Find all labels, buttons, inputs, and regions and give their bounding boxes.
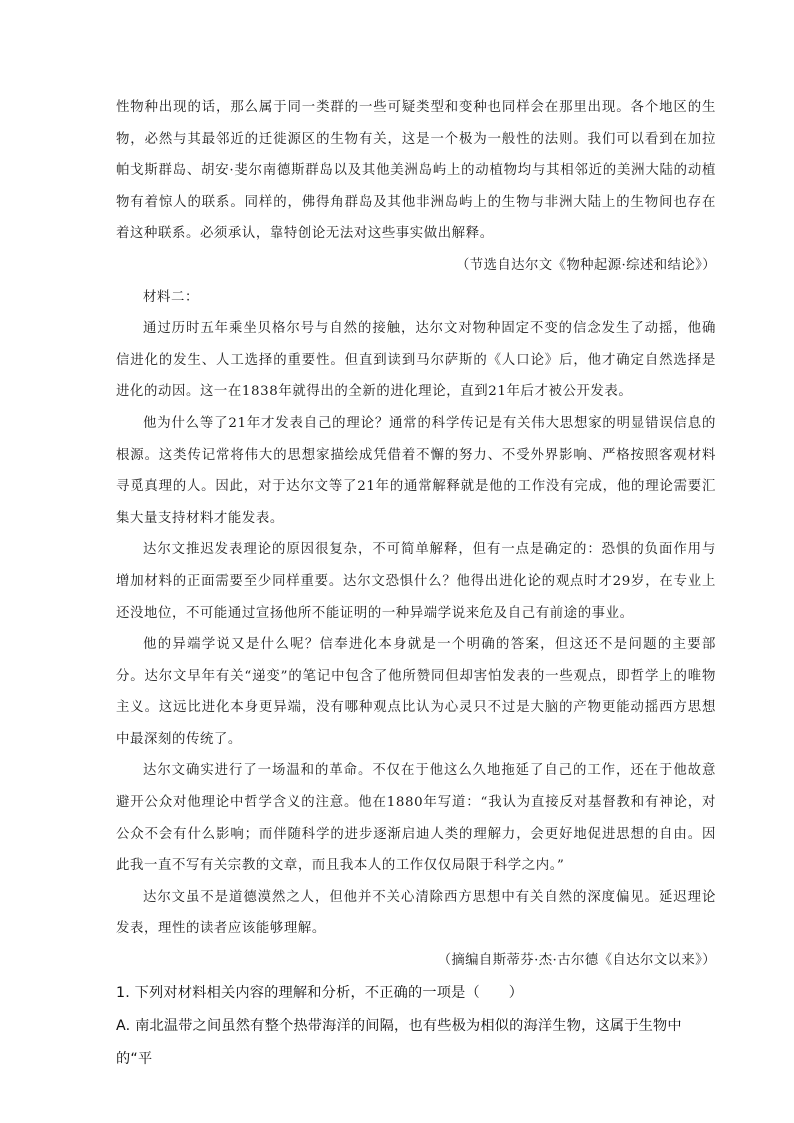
material2-paragraph-5: 达尔文确实进行了一场温和的革命。不仅在于他这么久地拖延了自己的工作，还在于他故意避开公众对他理论中哲学含义的注意。他在1880年写道：“我认为直接反对基督教和有神论，对公众不会有什么影响；而伴随科学的进步逐渐启迪人类的理解力，会更好地促进思想的自由。因此我一直不写有关宗教的文章，而且我本人的工作仅仅局限于科学之内。” — [116, 763, 716, 874]
question-stem: 1. 下列对材料相关内容的理解和分析，不正确的一项是（ ） — [116, 984, 524, 1001]
material2-paragraph-4: 他的异端学说又是什么呢？信奉进化本身就是一个明确的答案，但这还不是问题的主要部分。达尔文早年有关“递变”的笔记中包含了他所赞同但却害怕发表的一些观点，即哲学上的唯物主义。这远比进化本身更异端，没有哪种观点比认为心灵只不过是大脑的产物更能动摇西方思想中最深刻的传统了。 — [116, 637, 716, 747]
material2-paragraph-1: 通过历时五年乘坐贝格尔号与自然的接触，达尔文对物种固定不变的信念发生了动摇，他确信进化的发生、人工选择的重要性。但直到读到马尔萨斯的《人口论》后，他才确定自然选择是进化的动因。这一在1838年就得出的全新的进化理论，直到21年后才被公开发表。 — [116, 321, 716, 400]
source-citation-2: （摘编自斯蒂芬·杰·古尔德《自达尔文以来》） — [437, 953, 716, 969]
material2-paragraph-6: 达尔文虽不是道德漠然之人，但他并不关心清除西方思想中有关自然的深度偏见。延迟理论发表，理性的读者应该能够理解。 — [116, 889, 716, 937]
material2-label: 材料二： — [143, 289, 199, 305]
material2-paragraph-2: 他为什么等了21年才发表自己的理论？通常的科学传记是有关伟大思想家的明显错误信息的根源。这类传记常将伟大的思想家描绘成凭借着不懈的努力、不受外界影响、严格按照客观材料寻觅真理的人。因此，对于达尔文等了21年的通常解释就是他的工作没有完成，他的理论需要汇集大量支持材料才能发表。 — [116, 415, 716, 526]
material2-paragraph-3: 达尔文推迟发表理论的原因很复杂，不可简单解释，但有一点是确定的：恐惧的负面作用与增加材料的正面需要至少同样重要。达尔文恐惧什么？他得出进化论的观点时才29岁，在专业上还没地位，不可能通过宣扬他所不能证明的一种异端学说来危及自己有前途的事业。 — [116, 542, 716, 621]
source-citation-1: （节选自达尔文《物种起源·综述和结论》） — [456, 257, 716, 273]
page-content — [116, 92, 716, 1076]
question-option-a: A. 南北温带之间虽然有整个热带海洋的间隔，也有些极为相似的海洋生物，这属于生物中的“平 — [116, 1017, 682, 1067]
material1-tail-paragraph: 性物种出现的话，那么属于同一类群的一些可疑类型和变种也同样会在那里出现。各个地区的生物，必然与其最邻近的迁徙源区的生物有关，这是一个极为一般性的法则。我们可以看到在加拉帕戈斯群岛、胡安·斐尔南德斯群岛以及其他美洲岛屿上的动植物均与其相邻近的美洲大陆的动植物有着惊人的联系。同样的，佛得角群岛及其他非洲岛屿上的生物与非洲大陆上的生物间也存在着这种联系。必须承认，靠特创论无法对这些事实做出解释。 — [116, 100, 716, 242]
